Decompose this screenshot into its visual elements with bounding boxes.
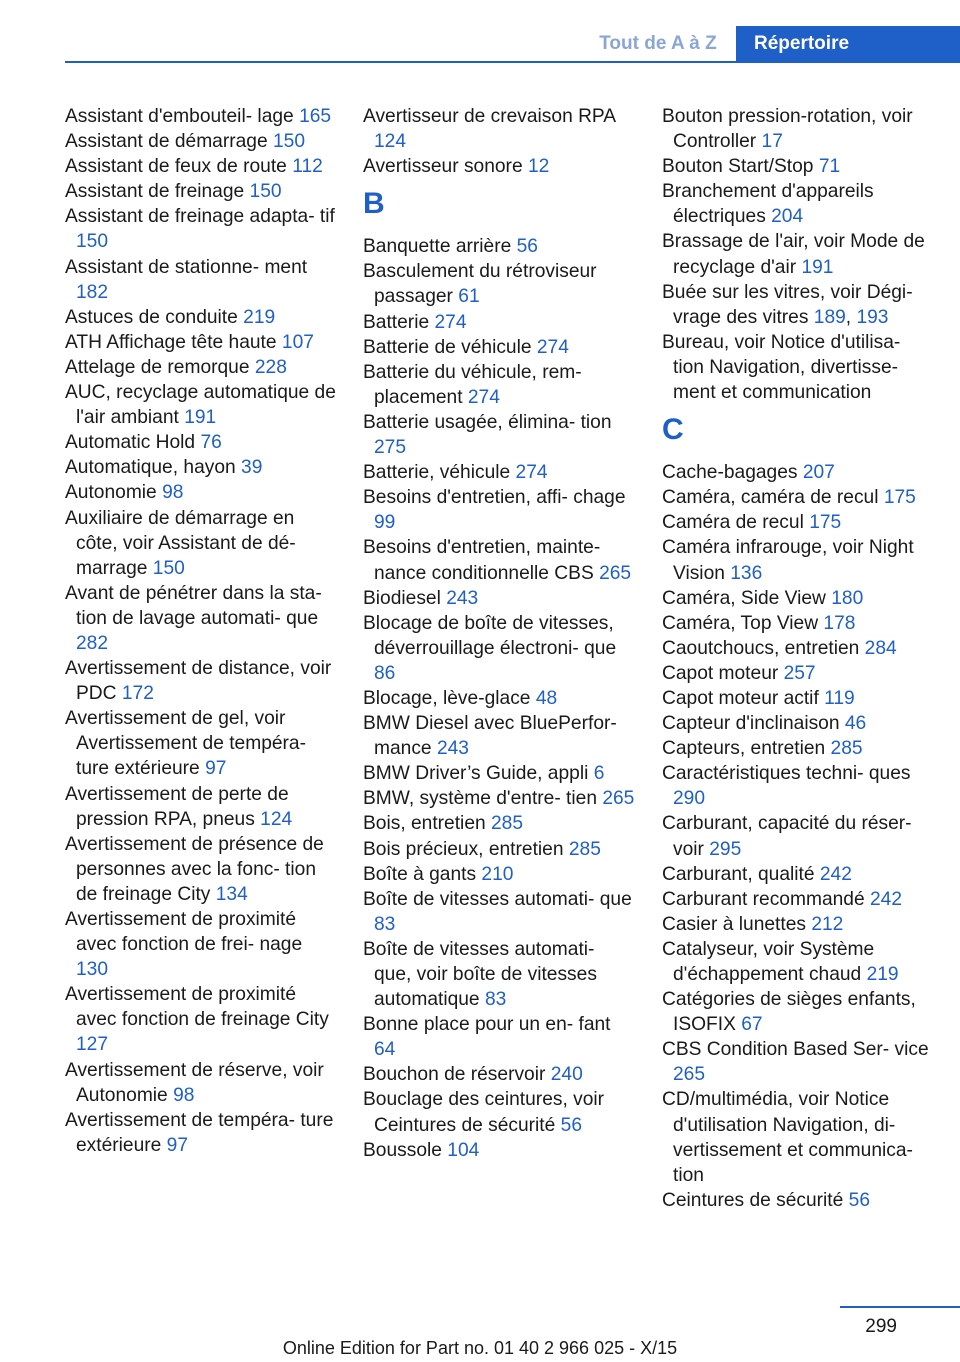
index-term: Bonne place pour un en‐ fant (363, 1014, 611, 1036)
index-entry (363, 611, 635, 686)
page-link[interactable]: 191 (801, 256, 834, 278)
index-column-3 (662, 104, 934, 1213)
index-term: Automatic Hold (65, 432, 196, 454)
index-entry (65, 782, 337, 832)
page-link[interactable]: 56 (560, 1114, 582, 1136)
page-link[interactable]: 98 (162, 482, 184, 504)
page-link[interactable]: 257 (783, 662, 816, 684)
index-entry (662, 179, 934, 229)
index-term: Carburant, qualité (662, 863, 815, 885)
index-entry (363, 811, 635, 836)
index-term: Automatique, hayon (65, 457, 236, 479)
index-entry (363, 862, 635, 887)
page-link[interactable]: 98 (173, 1084, 195, 1106)
index-entry (662, 811, 934, 861)
index-term: Avertissement de distance, voir PDC (65, 658, 332, 705)
page-header (0, 0, 960, 62)
tab-directory[interactable]: Répertoire (736, 26, 960, 62)
page-link[interactable]: 172 (121, 683, 154, 705)
page-link[interactable]: 99 (374, 512, 396, 534)
page-link[interactable]: 119 (824, 687, 855, 709)
index-term: Assistant de freinage adapta‐ tif (65, 206, 335, 228)
index-term: Besoins d'entretien, affi‐ chage (363, 487, 626, 509)
page-link[interactable]: 282 (76, 632, 109, 654)
index-term: BMW, système d'entre‐ tien (363, 788, 597, 810)
page-link[interactable]: 83 (484, 989, 507, 1011)
page-link[interactable]: 295 (709, 838, 742, 860)
index-entry (363, 786, 635, 811)
page-link[interactable]: 56 (848, 1189, 870, 1211)
index-term: Batterie du véhicule, rem‐ placement (363, 361, 582, 408)
page-link[interactable]: 240 (550, 1064, 583, 1086)
index-term: Besoins d'entretien, mainte‐ nance conditionnelle CBS (363, 537, 601, 584)
index-entry (65, 480, 337, 505)
index-term: Autonomie (65, 482, 157, 504)
index-entry (363, 460, 635, 485)
index-term: Avertissement de présence de personnes avec la fonc‐ tion de freinage City (65, 833, 324, 905)
index-entry (662, 862, 934, 887)
page-link[interactable]: 39 (241, 457, 263, 479)
index-term: Attelage de remorque (65, 356, 250, 378)
page-link[interactable]: 104 (447, 1139, 480, 1161)
page-link[interactable]: 285 (491, 813, 524, 835)
index-entry (65, 355, 337, 380)
index-entry (65, 656, 337, 706)
index-term: Caméra de recul (662, 512, 804, 534)
index-term: Carburant, capacité du réser‐ voir (662, 813, 912, 860)
page-link[interactable]: 150 (249, 181, 282, 203)
index-term: Capot moteur actif (662, 687, 819, 709)
index-term: Avertissement de proximité avec fonction de frei‐ nage (65, 909, 303, 956)
index-term: Avertissement de réserve, voir Autonomie (65, 1059, 324, 1106)
index-entry (662, 937, 934, 987)
index-term: Blocage, lève-glace (363, 687, 531, 709)
index-entry (65, 832, 337, 907)
index-entry (363, 154, 635, 179)
index-entry (65, 581, 337, 656)
index-term: BMW Driver’s Guide, appli (363, 763, 589, 785)
index-term: Batterie (363, 311, 430, 333)
page-link[interactable]: 67 (741, 1014, 763, 1036)
index-term: ATH Affichage tête haute (65, 331, 277, 353)
page-link[interactable]: 290 (673, 788, 706, 810)
page-link[interactable]: 130 (76, 959, 109, 981)
index-entry (662, 510, 934, 535)
index-term: Caméra, caméra de recul (662, 487, 879, 509)
index-entry (65, 179, 337, 204)
index-entry (65, 154, 337, 179)
index-term: Capteur d'inclinaison (662, 713, 840, 735)
index-term: Ceintures de sécurité (662, 1189, 844, 1211)
index-term: Avertissement de proximité avec fonction de freinage City (65, 984, 329, 1031)
index-entry (662, 636, 934, 661)
index-term: Catalyseur, voir Système d'échappement chaud (662, 938, 875, 985)
index-entry (662, 761, 934, 811)
page-link[interactable]: 210 (481, 863, 514, 885)
index-entry (662, 1087, 934, 1187)
page-link[interactable]: 265 (673, 1064, 706, 1086)
index-term: Buée sur les vitres, voir Dégi‐ vrage des vitres (662, 281, 913, 328)
page-link[interactable]: 56 (516, 236, 538, 258)
index-term: Blocage de boîte de vitesses, déverrouillage électroni‐ que (363, 612, 617, 659)
index-entry (363, 1012, 635, 1062)
index-entry (363, 1062, 635, 1087)
index-entry (662, 1188, 934, 1213)
index-entry (662, 987, 934, 1037)
index-term: Bouton pression-rotation, voir Controller (662, 106, 913, 153)
index-entry (662, 661, 934, 686)
index-entry: Buée sur les vitres, voir Dégi‐ vrage des vitres 189, 193 (662, 281, 913, 328)
index-entry (363, 937, 635, 1012)
index-term: Bouclage des ceintures, voir Ceintures de sécurité (363, 1089, 605, 1136)
index-term: Caméra, Side View (662, 587, 826, 609)
footer-rule (840, 1306, 960, 1308)
index-term: Cache-bagages (662, 462, 798, 484)
index-entry (363, 310, 635, 335)
page-link[interactable]: 180 (831, 587, 864, 609)
page-link[interactable]: 242 (819, 863, 852, 885)
index-term: Avertissement de perte de pression RPA, pneus (65, 783, 289, 830)
section-letter: B (363, 187, 385, 221)
index-entry (65, 104, 337, 129)
index-term: Batterie de véhicule (363, 336, 532, 358)
page-link[interactable]: 150 (76, 231, 109, 253)
index-term: Avertissement de gel, voir Avertissement de tempéra‐ ture extérieure (65, 708, 306, 780)
page-link[interactable]: 242 (869, 888, 902, 910)
page-link[interactable]: 191 (184, 407, 217, 429)
index-entry (65, 1108, 337, 1158)
page-link[interactable]: 124 (260, 808, 293, 830)
page-link[interactable]: 64 (374, 1039, 396, 1061)
page-link[interactable]: 76 (200, 432, 222, 454)
page-link[interactable]: 6 (593, 763, 605, 785)
index-term: Avertissement de tempéra‐ ture extérieure (65, 1109, 334, 1156)
page-link[interactable]: 265 (602, 788, 635, 810)
index-term: Basculement du rétroviseur passager (363, 261, 597, 308)
index-term: Branchement d'appareils électriques (662, 181, 874, 228)
index-entry (662, 611, 934, 636)
page-link[interactable]: 274 (536, 336, 569, 358)
index-entry (662, 485, 934, 510)
page-link[interactable]: 284 (864, 637, 897, 659)
index-entry (65, 506, 337, 581)
index-entry (65, 380, 337, 430)
page-link[interactable]: 86 (374, 662, 396, 684)
page-link[interactable]: 243 (436, 738, 469, 760)
page-link[interactable]: 165 (299, 106, 332, 127)
index-entry (65, 455, 337, 480)
section-letter: C (662, 413, 684, 447)
index-entry (363, 410, 635, 460)
index-entry (363, 234, 635, 259)
page-link[interactable]: 124 (374, 131, 407, 153)
index-entry (662, 912, 934, 937)
index-term: Capot moteur (662, 662, 779, 684)
index-term: Biodiesel (363, 587, 441, 609)
index-entry (65, 204, 337, 254)
index-term: Bouton Start/Stop (662, 156, 814, 178)
page-link[interactable]: 178 (823, 612, 856, 634)
page-link[interactable]: 48 (535, 687, 558, 709)
index-term: Catégories de sièges enfants, ISOFIX (662, 989, 916, 1036)
index-term: Bouchon de réservoir (363, 1064, 546, 1086)
page-number: 299 (865, 1316, 897, 1337)
page-link[interactable]: 175 (809, 512, 842, 534)
header-rule (65, 61, 960, 63)
index-entry (662, 229, 934, 279)
index-term: Caoutchoucs, entretien (662, 637, 860, 659)
index-column-2 (363, 104, 635, 1163)
page-link[interactable]: 193 (856, 306, 889, 328)
index-entry (662, 736, 934, 761)
index-term: Assistant de démarrage (65, 131, 268, 153)
index-term: Batterie, véhicule (363, 462, 511, 484)
page-link[interactable]: 285 (568, 838, 601, 860)
index-term: Caméra, Top View (662, 612, 819, 634)
page-link[interactable]: 219 (243, 306, 276, 328)
index-entry (662, 104, 934, 154)
index-term: Boîte de vitesses automati‐ que, voir boîte de vitesses automatique (363, 938, 597, 1011)
index-entry (65, 305, 337, 330)
index-term: Avant de pénétrer dans la sta‐ tion de lavage automati‐ que (65, 582, 322, 629)
index-column-1 (65, 104, 337, 1158)
index-term: Caméra infrarouge, voir Night Vision (662, 537, 914, 584)
index-entry (363, 259, 635, 309)
page-link[interactable]: 207 (802, 462, 835, 484)
index-entry (662, 887, 934, 912)
page-link[interactable]: 150 (152, 557, 185, 579)
index-entry (363, 335, 635, 360)
index-term: AUC, recyclage automatique de l'air ambiant (65, 382, 336, 429)
index-term: BMW Diesel avec BluePerfor‐ mance (363, 713, 617, 760)
index-entry (363, 485, 635, 535)
page-link[interactable]: 219 (866, 964, 899, 985)
index-entry (65, 706, 337, 781)
index-term: CD/multimédia, voir Notice d'utilisation Navigation, di‐ vertissement et communica‐ tion (662, 1089, 913, 1186)
page-link[interactable]: 150 (272, 131, 305, 153)
index-entry (363, 360, 635, 410)
index-entry (363, 1087, 635, 1137)
page-link[interactable]: 97 (205, 758, 227, 780)
page-link[interactable]: 46 (844, 713, 867, 735)
index-entry (363, 711, 635, 761)
page-link[interactable]: 175 (883, 487, 916, 509)
page-link[interactable]: 83 (374, 913, 396, 935)
index-entry (65, 430, 337, 455)
index-entry (662, 460, 934, 485)
edition-footer: Online Edition for Part no. 01 40 2 966 025 - X/15 (282, 1338, 678, 1358)
index-term: Avertisseur de crevaison RPA (363, 106, 616, 127)
page-link[interactable]: 112 (292, 156, 323, 178)
index-term: Boussole (363, 1139, 442, 1161)
index-entry (662, 586, 934, 611)
index-term: Assistant de freinage (65, 181, 245, 203)
page-link[interactable]: 12 (527, 156, 550, 178)
page-link[interactable]: 189 (813, 306, 846, 328)
page-link[interactable]: 274 (467, 386, 500, 408)
page-link[interactable]: 274 (434, 311, 467, 333)
index-term: Assistant de stationne‐ ment (65, 256, 308, 278)
page-link[interactable]: 17 (761, 131, 783, 153)
page-link[interactable]: 136 (730, 562, 763, 584)
index-term: Brassage de l'air, voir Mode de recyclage d'air (662, 231, 925, 278)
index-entry (662, 1037, 934, 1087)
index-term: Bois, entretien (363, 813, 486, 835)
index-entry (662, 330, 934, 405)
index-term: Banquette arrière (363, 236, 512, 258)
index-term: Astuces de conduite (65, 306, 238, 328)
index-entry (65, 129, 337, 154)
index-term: Auxiliaire de démarrage en côte, voir Assistant de dé‐ marrage (65, 507, 296, 579)
index-term: Boîte à gants (363, 863, 477, 885)
index-entry (363, 586, 635, 611)
index-term: Bois précieux, entretien (363, 838, 564, 860)
page-link[interactable]: 265 (599, 562, 632, 584)
index-entry (65, 255, 337, 305)
index-term: Bureau, voir Notice d'utilisa‐ tion Navigation, divertisse‐ ment et communication (662, 331, 901, 404)
page-link[interactable]: 212 (811, 913, 844, 935)
index-term: Caractéristiques techni‐ ques (662, 763, 911, 785)
page-link[interactable]: 97 (166, 1134, 189, 1156)
index-term: Batterie usagée, élimina‐ tion (363, 411, 612, 433)
index-entry (363, 1138, 635, 1163)
page-link[interactable]: 243 (446, 587, 479, 609)
index-entry (662, 686, 934, 711)
index-entry (363, 887, 635, 937)
page-link[interactable]: 134 (215, 883, 248, 905)
index-entry (65, 907, 337, 982)
index-term: Carburant recommandé (662, 888, 865, 910)
index-entry (65, 982, 337, 1057)
page-link[interactable]: 285 (830, 738, 863, 760)
index-term: Assistant de feux de route (65, 156, 287, 178)
index-entry (65, 330, 337, 355)
index-entry (662, 154, 934, 179)
index-entry (662, 711, 934, 736)
index-entry (363, 837, 635, 862)
index-term: Avertisseur sonore (363, 156, 523, 178)
index-entry (363, 686, 635, 711)
index-entry (65, 1058, 337, 1108)
page-link[interactable]: 275 (374, 437, 407, 459)
index-term: Assistant d'embouteil‐ lage (65, 106, 294, 127)
index-entry (363, 104, 635, 154)
page-link[interactable]: 61 (458, 286, 480, 308)
page-link[interactable]: 228 (254, 356, 287, 378)
index-term: CBS Condition Based Ser‐ vice (662, 1039, 929, 1061)
index-entry (662, 535, 934, 585)
page-link[interactable]: 274 (515, 462, 548, 484)
index-term: Boîte de vitesses automati‐ que (363, 888, 632, 910)
index-term: Casier à lunettes (662, 913, 806, 935)
page-link[interactable]: 71 (818, 156, 841, 178)
index-entry (363, 761, 635, 786)
page-link[interactable]: 204 (771, 206, 804, 228)
page-link[interactable]: 182 (76, 281, 109, 303)
page-link[interactable]: 127 (76, 1034, 109, 1056)
index-entry (363, 535, 635, 585)
page-link[interactable]: 107 (281, 331, 314, 353)
tab-index-a-z[interactable]: Tout de A à Z (599, 33, 717, 54)
index-term: Capteurs, entretien (662, 738, 826, 760)
